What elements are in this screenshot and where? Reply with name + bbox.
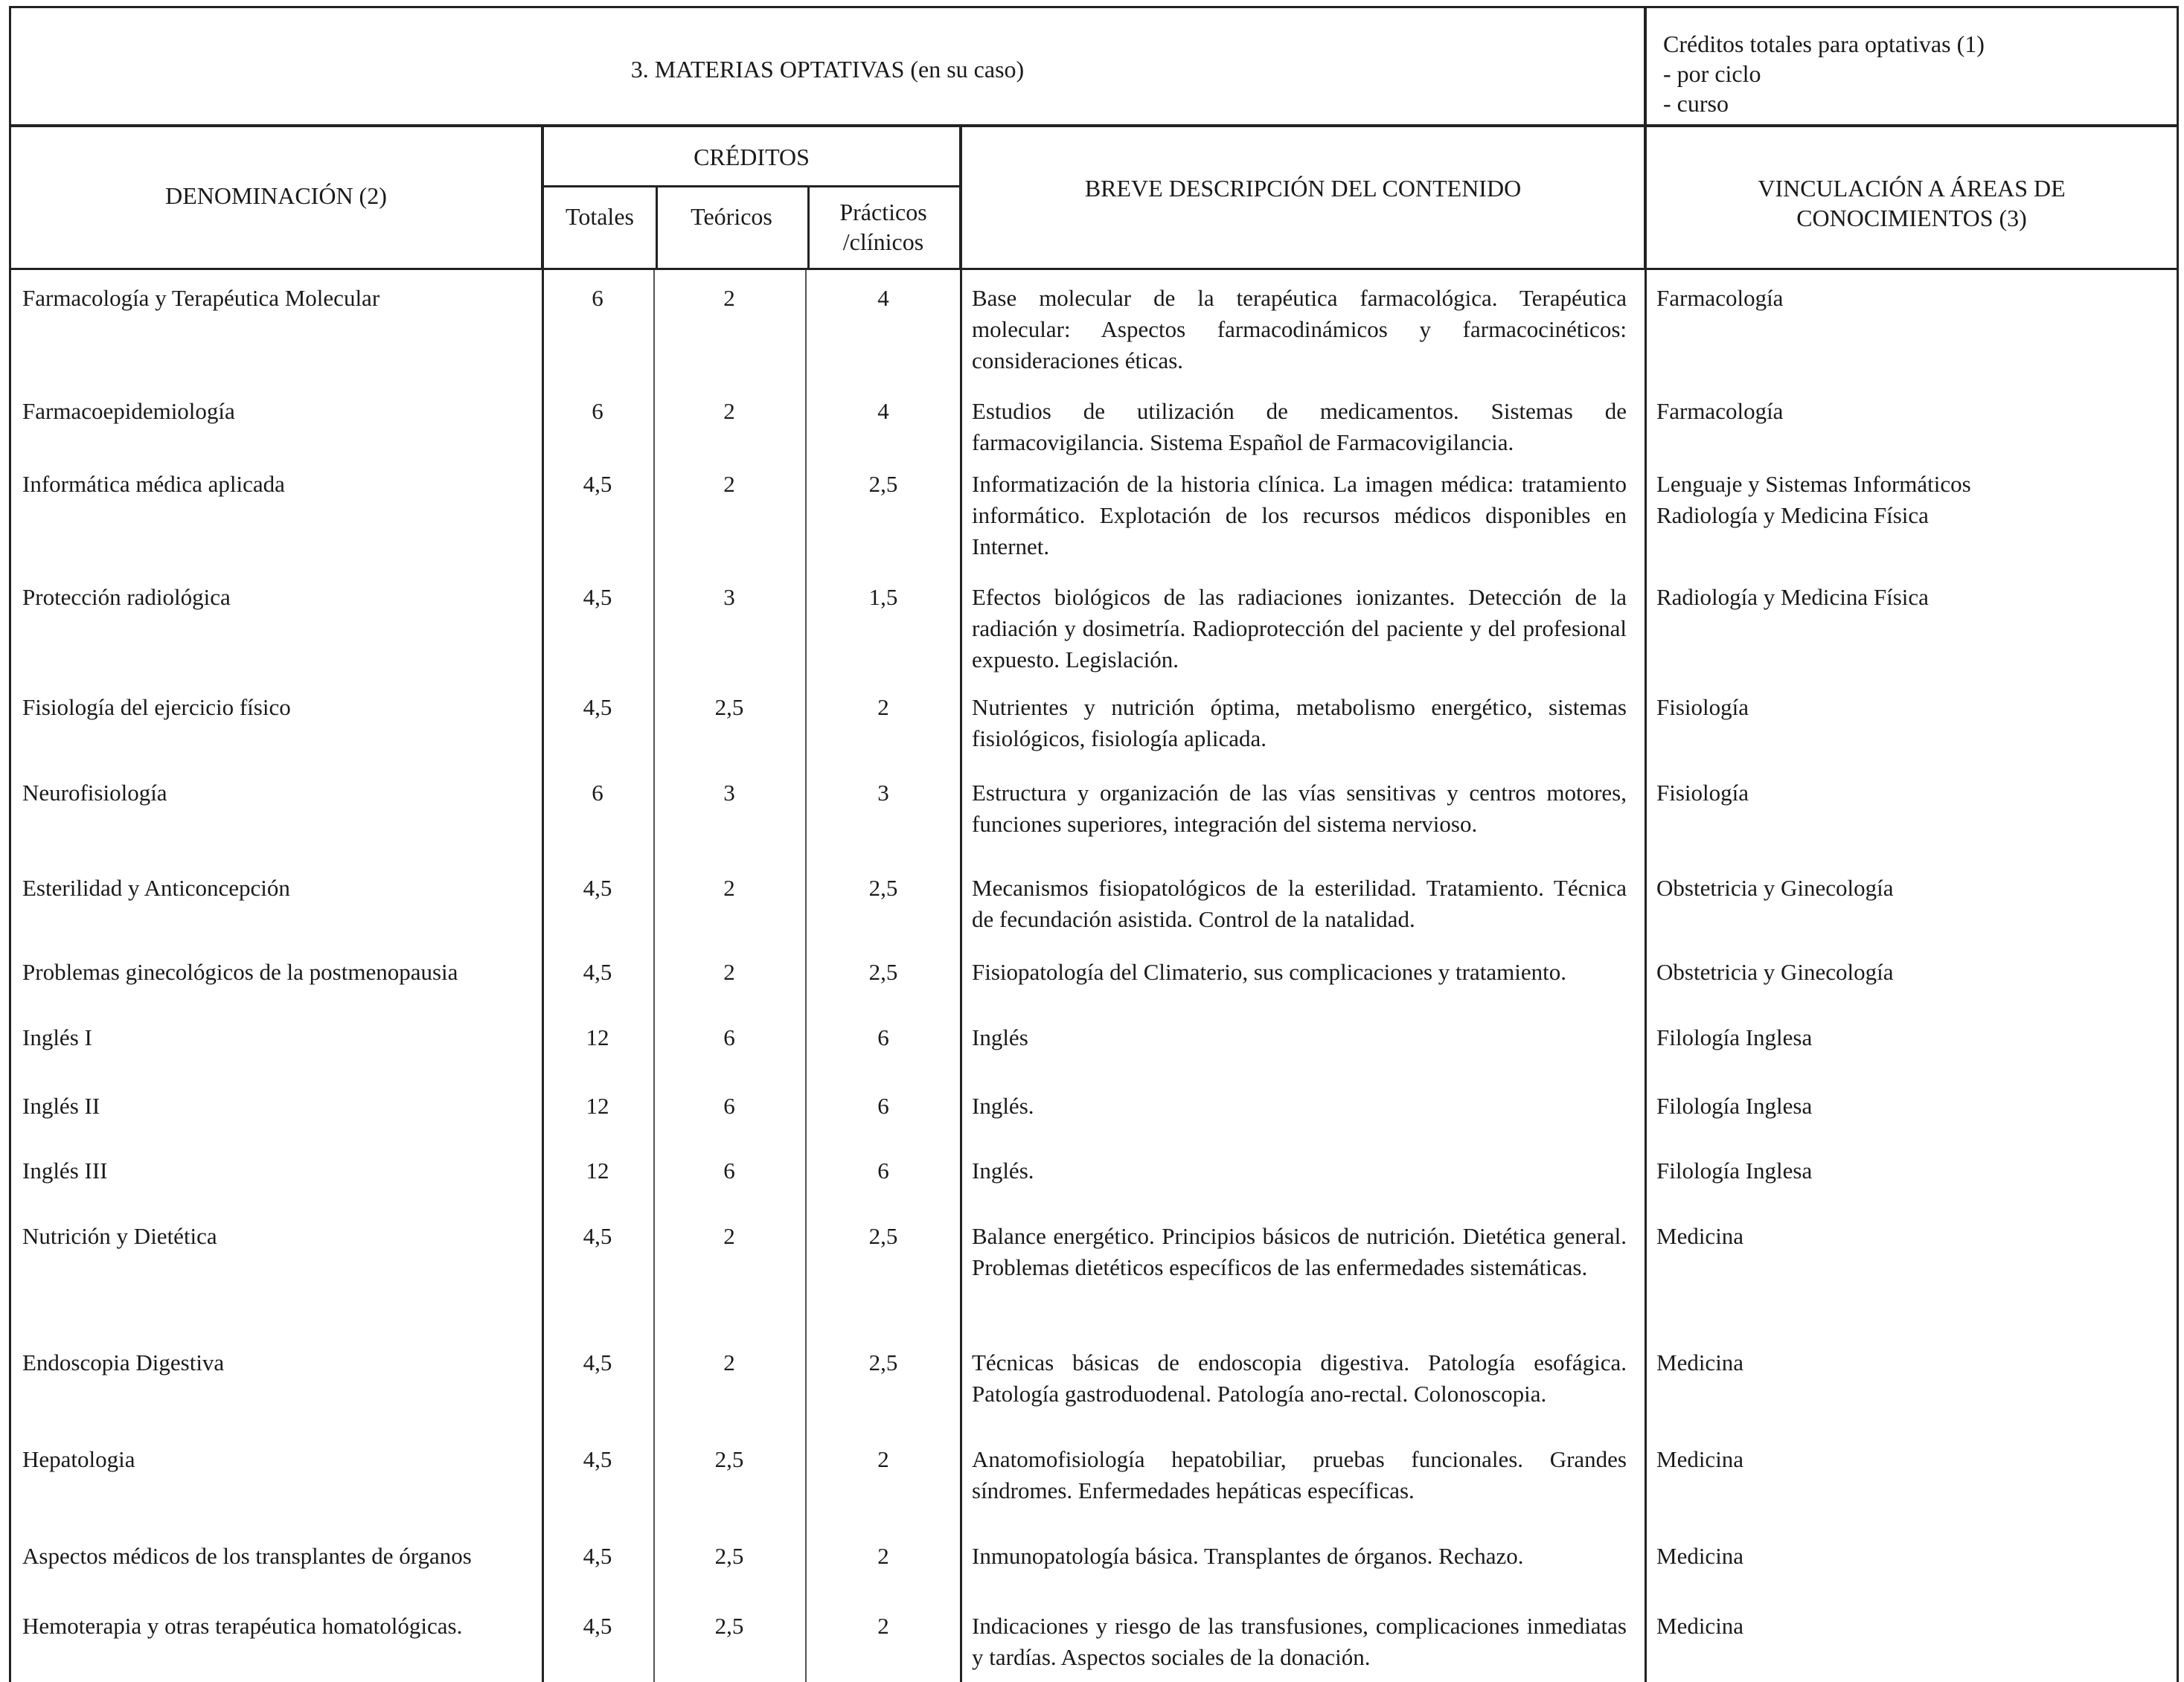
- credits-practicos: 4: [877, 285, 889, 311]
- knowledge-area: Farmacología: [1656, 398, 1784, 424]
- credits-totales: 4,5: [583, 471, 612, 497]
- subject-name: Informática médica aplicada: [22, 471, 285, 497]
- content-description: Base molecular de la terapéutica farmacológica. Terapéutica molecular: Aspectos farmacodinámicos y farmacocinéticos: consideraciones éticas.: [972, 285, 1627, 373]
- knowledge-areas: [1656, 396, 2170, 427]
- column-header-label: Teóricos: [691, 203, 772, 230]
- subject-name: Farmacología y Terapéutica Molecular: [22, 285, 380, 311]
- credits-teoricos: 3: [723, 780, 735, 806]
- column-rule: [9, 270, 11, 1682]
- knowledge-area: Filología Inglesa: [1656, 1158, 1813, 1184]
- credits-totales: 4,5: [583, 875, 612, 901]
- knowledge-areas: [1656, 873, 2170, 904]
- knowledge-area: Fisiología: [1656, 780, 1749, 806]
- knowledge-area: Farmacología: [1656, 285, 1784, 311]
- credits-totales: 6: [592, 780, 603, 806]
- knowledge-area: Medicina: [1656, 1613, 1744, 1639]
- knowledge-area: Obstetricia y Ginecología: [1656, 875, 1894, 901]
- credits-teoricos: 2,5: [714, 1613, 744, 1639]
- credits-teoricos: 2,5: [714, 1543, 744, 1569]
- column-header-line: Prácticos: [839, 199, 927, 225]
- credits-teoricos: 2: [723, 285, 735, 311]
- content-description: Inglés: [972, 1024, 1028, 1050]
- knowledge-areas: [1656, 692, 2170, 723]
- knowledge-areas: [1656, 469, 2170, 531]
- credits-teoricos: 6: [723, 1093, 735, 1119]
- content-description: Nutrientes y nutrición óptima, metabolismo energético, sistemas fisiológicos, fisiología aplicada.: [972, 694, 1627, 751]
- knowledge-areas: [1656, 1221, 2170, 1252]
- subject-name: Neurofisiología: [22, 780, 167, 806]
- knowledge-areas: [1656, 1347, 2170, 1378]
- credits-practicos: 6: [877, 1093, 889, 1119]
- knowledge-areas: [1656, 1155, 2170, 1187]
- column-header-descripcion: [960, 125, 1646, 270]
- column-header-label: BREVE DESCRIPCIÓN DEL CONTENIDO: [1084, 175, 1522, 202]
- subject-name: Endoscopia Digestiva: [22, 1349, 225, 1376]
- credits-practicos: 2,5: [868, 1349, 898, 1376]
- credits-totales: 4,5: [583, 694, 612, 720]
- credits-note-line: - por ciclo: [1663, 60, 1761, 87]
- knowledge-area: Lenguaje y Sistemas Informáticos: [1656, 471, 1971, 497]
- credits-totales: 4,5: [583, 1446, 612, 1472]
- credits-practicos: 2,5: [868, 1223, 898, 1249]
- subject-name: Hepatologia: [22, 1446, 135, 1472]
- credits-totales: 4,5: [583, 1349, 612, 1376]
- knowledge-areas: [1656, 1444, 2170, 1475]
- subject-name: Nutrición y Dietética: [22, 1223, 217, 1249]
- credits-totales: 12: [586, 1093, 609, 1119]
- credits-totales: 12: [586, 1024, 609, 1050]
- content-description: Efectos biológicos de las radiaciones ionizantes. Detección de la radiación y dosimetría. Radioprotección del paciente y del profesional expuesto. Legislación.: [972, 584, 1627, 673]
- knowledge-area: Radiología y Medicina Física: [1656, 584, 1929, 610]
- column-header-denominacion: [9, 125, 543, 270]
- credits-note-line: - curso: [1663, 90, 1729, 117]
- knowledge-area: Filología Inglesa: [1656, 1093, 1813, 1119]
- knowledge-areas: [1656, 957, 2170, 988]
- column-header-teoricos: [656, 185, 810, 268]
- credits-practicos: 2,5: [868, 959, 898, 985]
- column-header-label: [1647, 173, 2177, 233]
- content-description: Estudios de utilización de medicamentos. Sistemas de farmacovigilancia. Sistema Español de Farmacovigilancia.: [972, 398, 1627, 455]
- knowledge-area: Radiología y Medicina Física: [1656, 502, 1929, 528]
- credits-practicos: 3: [877, 780, 889, 806]
- knowledge-area: Medicina: [1656, 1543, 1744, 1569]
- credits-practicos: 6: [877, 1158, 889, 1184]
- content-description: Inmunopatología básica. Transplantes de órganos. Rechazo.: [972, 1543, 1524, 1569]
- credits-teoricos: 2: [723, 1223, 735, 1249]
- credits-practicos: 2: [877, 1446, 889, 1472]
- knowledge-areas: [1656, 1091, 2170, 1122]
- creditos-group-header: [544, 127, 959, 187]
- credits-teoricos: 2: [723, 398, 735, 424]
- credits-note-line: Créditos totales para optativas (1): [1663, 31, 1985, 57]
- subject-name: Inglés I: [22, 1024, 92, 1050]
- credits-teoricos: 2: [723, 1349, 735, 1376]
- column-header-label: CRÉDITOS: [694, 144, 810, 170]
- credits-practicos: 2: [877, 694, 889, 720]
- subject-name: Problemas ginecológicos de la postmenopausia: [22, 959, 458, 985]
- content-description: Indicaciones y riesgo de las transfusiones, complicaciones inmediatas y tardías. Aspectos sociales de la donación.: [972, 1613, 1627, 1670]
- credits-totales: 6: [592, 398, 603, 424]
- credits-practicos: 2: [877, 1543, 889, 1569]
- credits-totales: 4,5: [583, 1613, 612, 1639]
- credits-totales: 4,5: [583, 1543, 612, 1569]
- credits-totales: 4,5: [583, 584, 612, 610]
- column-header-label: Totales: [566, 203, 634, 230]
- knowledge-areas: [1656, 283, 2170, 314]
- column-header-label: [807, 197, 959, 257]
- knowledge-areas: [1656, 1541, 2170, 1572]
- knowledge-area: Obstetricia y Ginecología: [1656, 959, 1894, 985]
- knowledge-area: Filología Inglesa: [1656, 1024, 1813, 1050]
- knowledge-areas: [1656, 582, 2170, 613]
- credits-teoricos: 2: [723, 471, 735, 497]
- subject-name: Esterilidad y Anticoncepción: [22, 875, 290, 901]
- credits-practicos: 2,5: [868, 875, 898, 901]
- knowledge-area: Medicina: [1656, 1223, 1744, 1249]
- column-header-label: DENOMINACIÓN (2): [165, 182, 387, 209]
- credits-totales: 12: [586, 1158, 609, 1184]
- content-description: Inglés.: [972, 1158, 1034, 1184]
- content-description: Técnicas básicas de endoscopia digestiva. Patología esofágica. Patología gastroduodenal. Patología ano-rectal. Colonoscopia.: [972, 1349, 1627, 1407]
- credits-totales: 4,5: [583, 959, 612, 985]
- column-header-vinculacion: [1645, 125, 2179, 270]
- subject-name: Inglés III: [22, 1158, 108, 1184]
- column-header-line: /clínicos: [842, 228, 924, 255]
- subject-name: Aspectos médicos de los transplantes de órganos: [22, 1543, 472, 1569]
- credits-practicos: 6: [877, 1024, 889, 1050]
- knowledge-areas: [1656, 777, 2170, 809]
- column-rule: [2177, 270, 2179, 1682]
- credits-totales: 4,5: [583, 1223, 612, 1249]
- credits-totales: 6: [592, 285, 603, 311]
- content-description: Anatomofisiología hepatobiliar, pruebas funcionales. Grandes síndromes. Enfermedades hepáticas específicas.: [972, 1446, 1627, 1503]
- knowledge-area: Medicina: [1656, 1349, 1744, 1376]
- column-header-creditos: [542, 125, 961, 270]
- column-header-line: CONOCIMIENTOS (3): [1796, 205, 2027, 231]
- subject-name: Fisiología del ejercicio físico: [22, 694, 291, 720]
- column-rule: [1645, 270, 1647, 1682]
- credits-note: [1663, 29, 1985, 118]
- knowledge-areas: [1656, 1022, 2170, 1053]
- credits-practicos: 2,5: [868, 471, 898, 497]
- subject-name: Inglés II: [22, 1093, 100, 1119]
- knowledge-areas: [1656, 1611, 2170, 1642]
- content-description: Inglés.: [972, 1093, 1034, 1119]
- section-title: 3. MATERIAS OPTATIVAS (en su caso): [630, 56, 1025, 83]
- subject-name: Hemoterapia y otras terapéutica homatológicas.: [22, 1613, 463, 1639]
- credits-practicos: 2: [877, 1613, 889, 1639]
- knowledge-area: Fisiología: [1656, 694, 1749, 720]
- credits-teoricos: 2: [723, 875, 735, 901]
- credits-teoricos: 3: [723, 584, 735, 610]
- subject-name: Protección radiológica: [22, 584, 231, 610]
- credits-note-box: [1645, 6, 2179, 126]
- content-description: Mecanismos fisiopatológicos de la esterilidad. Tratamiento. Técnica de fecundación asistida. Control de la natalidad.: [972, 875, 1627, 932]
- content-description: Balance energético. Principios básicos de nutrición. Dietética general. Problemas dietéticos específicos de las enfermedades sistemáticas.: [972, 1223, 1627, 1280]
- credits-practicos: 4: [877, 398, 889, 424]
- content-description: Estructura y organización de las vías sensitivas y centros motores, funciones superiores, integración del sistema nervioso.: [972, 780, 1627, 837]
- credits-teoricos: 2,5: [714, 1446, 744, 1472]
- credits-practicos: 1,5: [868, 584, 898, 610]
- section-title-box: [9, 6, 1646, 126]
- credits-teoricos: 6: [723, 1024, 735, 1050]
- column-header-line: VINCULACIÓN A ÁREAS DE: [1758, 175, 2066, 202]
- column-header-practicos: [807, 185, 959, 268]
- content-description: Informatización de la historia clínica. La imagen médica: tratamiento informático. Explotación de los recursos médicos disponibles en Internet.: [972, 471, 1627, 559]
- credits-teoricos: 2,5: [714, 694, 744, 720]
- subject-name: Farmacoepidemiología: [22, 398, 235, 424]
- credits-teoricos: 6: [723, 1158, 735, 1184]
- credits-teoricos: 2: [723, 959, 735, 985]
- content-description: Fisiopatología del Climaterio, sus complicaciones y tratamiento.: [972, 959, 1566, 985]
- knowledge-area: Medicina: [1656, 1446, 1744, 1472]
- column-header-totales: [544, 185, 658, 268]
